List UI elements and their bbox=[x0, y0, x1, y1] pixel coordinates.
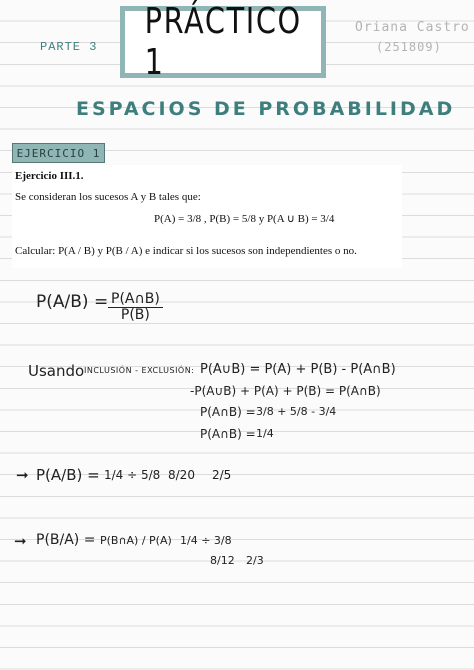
part-label: PARTE 3 bbox=[40, 40, 98, 54]
formula-lhs: P(A/B) = bbox=[36, 292, 109, 312]
formula-fraction bbox=[108, 292, 158, 322]
using-word: Usando bbox=[28, 362, 85, 380]
formula-numerator: P(A∩B) bbox=[108, 292, 163, 308]
problem-task: Calcular: P(A / B) y P(B / A) e indicar si los sucesos son independientes o no. bbox=[15, 245, 357, 257]
step-2: -P(A∪B) + P(A) + P(B) = P(A∩B) bbox=[190, 384, 381, 398]
title-box bbox=[120, 1, 326, 83]
result-2-fraction: 1/4 ÷ 3/8 bbox=[180, 534, 232, 547]
using-label: INCLUSIÓN - EXCLUSIÓN: bbox=[84, 366, 195, 375]
problem-given: P(A) = 3/8 , P(B) = 5/8 y P(A ∪ B) = 3/4 bbox=[154, 213, 335, 225]
problem-title: Ejercicio III.1. bbox=[15, 170, 84, 182]
page-title: PRÁCTICO 1 bbox=[144, 1, 302, 83]
step-3-rhs: 3/8 + 5/8 - 3/4 bbox=[256, 405, 337, 418]
result-1-value: 2/5 bbox=[212, 468, 232, 482]
step-1: P(A∪B) = P(A) + P(B) - P(A∩B) bbox=[200, 362, 396, 377]
step-4-lhs: P(A∩B) = bbox=[200, 427, 256, 441]
result-2-value: 2/3 bbox=[246, 554, 264, 567]
section-heading: ESPACIOS DE PROBABILIDAD bbox=[76, 98, 456, 120]
problem-intro: Se consideran los sucesos A y B tales que: bbox=[15, 191, 201, 203]
exercise-label: EJERCICIO 1 bbox=[12, 143, 105, 163]
author-name: Oriana Castro bbox=[355, 20, 470, 35]
problem-statement bbox=[12, 165, 402, 268]
result-2-lhs: P(B/A) = bbox=[36, 532, 96, 548]
result-1-lhs: P(A/B) = bbox=[36, 466, 100, 484]
result-1-fraction: 1/4 ÷ 5/8 bbox=[104, 468, 161, 482]
student-id: (251809) bbox=[376, 40, 442, 54]
formula-denominator: P(B) bbox=[120, 306, 150, 323]
arrow-icon: ➞ bbox=[16, 466, 29, 484]
arrow-icon: ➞ bbox=[14, 532, 27, 550]
step-3-lhs: P(A∩B) = bbox=[200, 405, 256, 419]
result-2-formula: P(B∩A) / P(A) bbox=[100, 534, 172, 547]
result-2-step: 8/12 bbox=[210, 554, 235, 567]
step-4-rhs: 1/4 bbox=[256, 427, 274, 440]
result-1-step: 8/20 bbox=[168, 468, 195, 482]
